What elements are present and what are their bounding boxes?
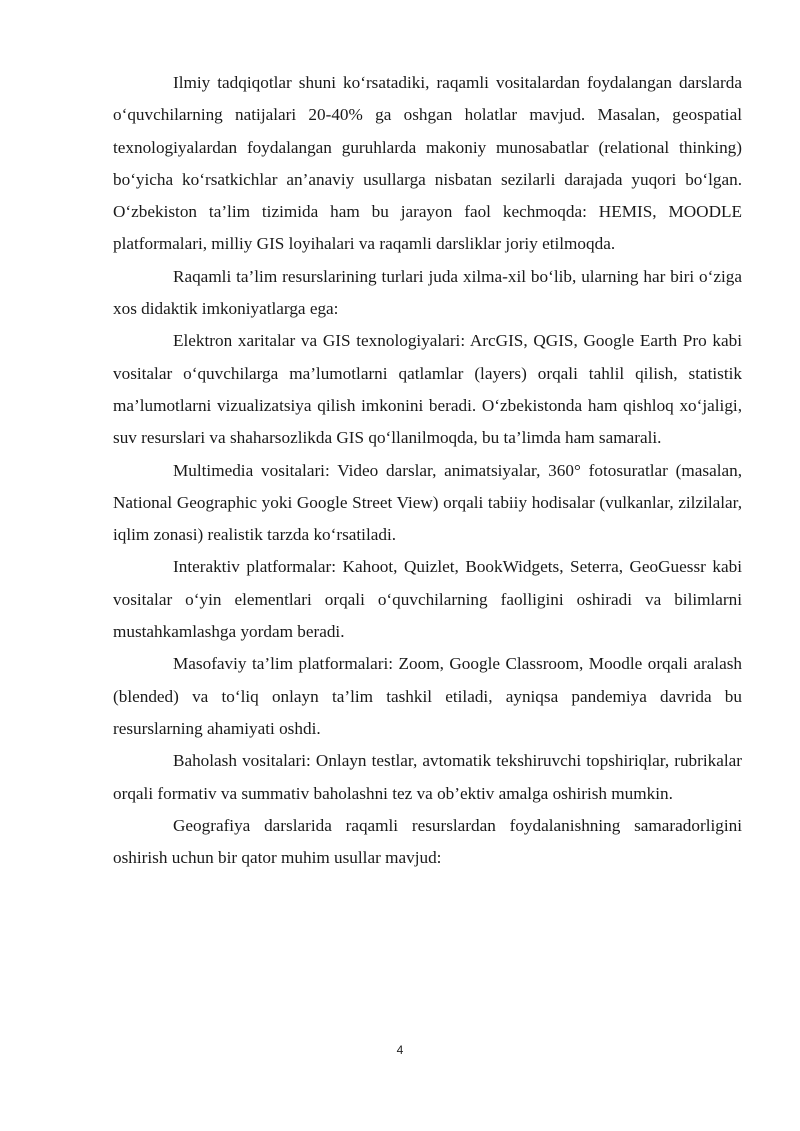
paragraph-research-results: Ilmiy tadqiqotlar shuni ko‘rsatadiki, raqamli vositalardan foydalangan darslarda o‘quvchilarning natijalari 20-40% ga oshgan holatlar mavjud. Masalan, geospatial texnologiyalardan foydalangan guruhlarda makoniy munosabatlar (relational thinking) bo‘yicha ko‘rsatkichlar an’anaviy usullarga nisbatan sezilarli darajada yuqori bo‘lgan. O‘zbekiston ta’lim tizimida ham bu jarayon faol kechmoqda: HEMIS, MOODLE platformalari, milliy GIS loyihalari va raqamli darsliklar joriy etilmoqda.	[113, 73, 742, 254]
paragraph-effectiveness-methods: Geografiya darslarida raqamli resurslardan foydalanishning samaradorligini oshirish uchun bir qator muhim usullar mavjud:	[113, 815, 742, 868]
paragraph-resource-types-intro: Raqamli ta’lim resurslarining turlari juda xilma-xil bo‘lib, ularning har biri o‘ziga xos didaktik imkoniyatlarga ega:	[113, 266, 742, 319]
paragraph-gis-maps: Elektron xaritalar va GIS texnologiyalari: ArcGIS, QGIS, Google Earth Pro kabi vositalar o‘quvchilarga ma’lumotlarni qatlamlar (layers) orqali tahlil qilish, statistik ma’lumotlarni vizualizatsiya qilish imkonini beradi. O‘zbekistonda ham qishloq xo‘jaligi, suv resurslari va shaharsozlikda GIS qo‘llanilmoqda, bu ta’limda ham samarali.	[113, 331, 742, 448]
paragraph-distance-learning: Masofaviy ta’lim platformalari: Zoom, Google Classroom, Moodle orqali aralash (blended) va to‘liq onlayn ta’lim tashkil etiladi, ayniqsa pandemiya davrida bu resurslarning ahamiyati oshdi.	[113, 654, 742, 738]
paragraph-interactive-platforms: Interaktiv platformalar: Kahoot, Quizlet, BookWidgets, Seterra, GeoGuessr kabi vositalar o‘yin elementlari orqali o‘quvchilarning faolligini oshiradi va bilimlarni mustahkamlashga yordam beradi.	[113, 557, 742, 642]
paragraph-multimedia: Multimedia vositalari: Video darslar, animatsiyalar, 360° fotosuratlar (masalan, National Geographic yoki Google Street View) orqali tabiiy hodisalar (vulkanlar, zilzilalar, iqlim zonasi) realistik tarzda ko‘rsatiladi.	[113, 460, 742, 545]
page-number: 4	[396, 1043, 404, 1057]
document-page-body	[113, 67, 742, 874]
paragraph-assessment-tools: Baholash vositalari: Onlayn testlar, avtomatik tekshiruvchi topshiriqlar, rubrikalar orqali formativ va summativ baholashni tez va ob’ektiv amalga oshirish mumkin.	[113, 751, 742, 803]
